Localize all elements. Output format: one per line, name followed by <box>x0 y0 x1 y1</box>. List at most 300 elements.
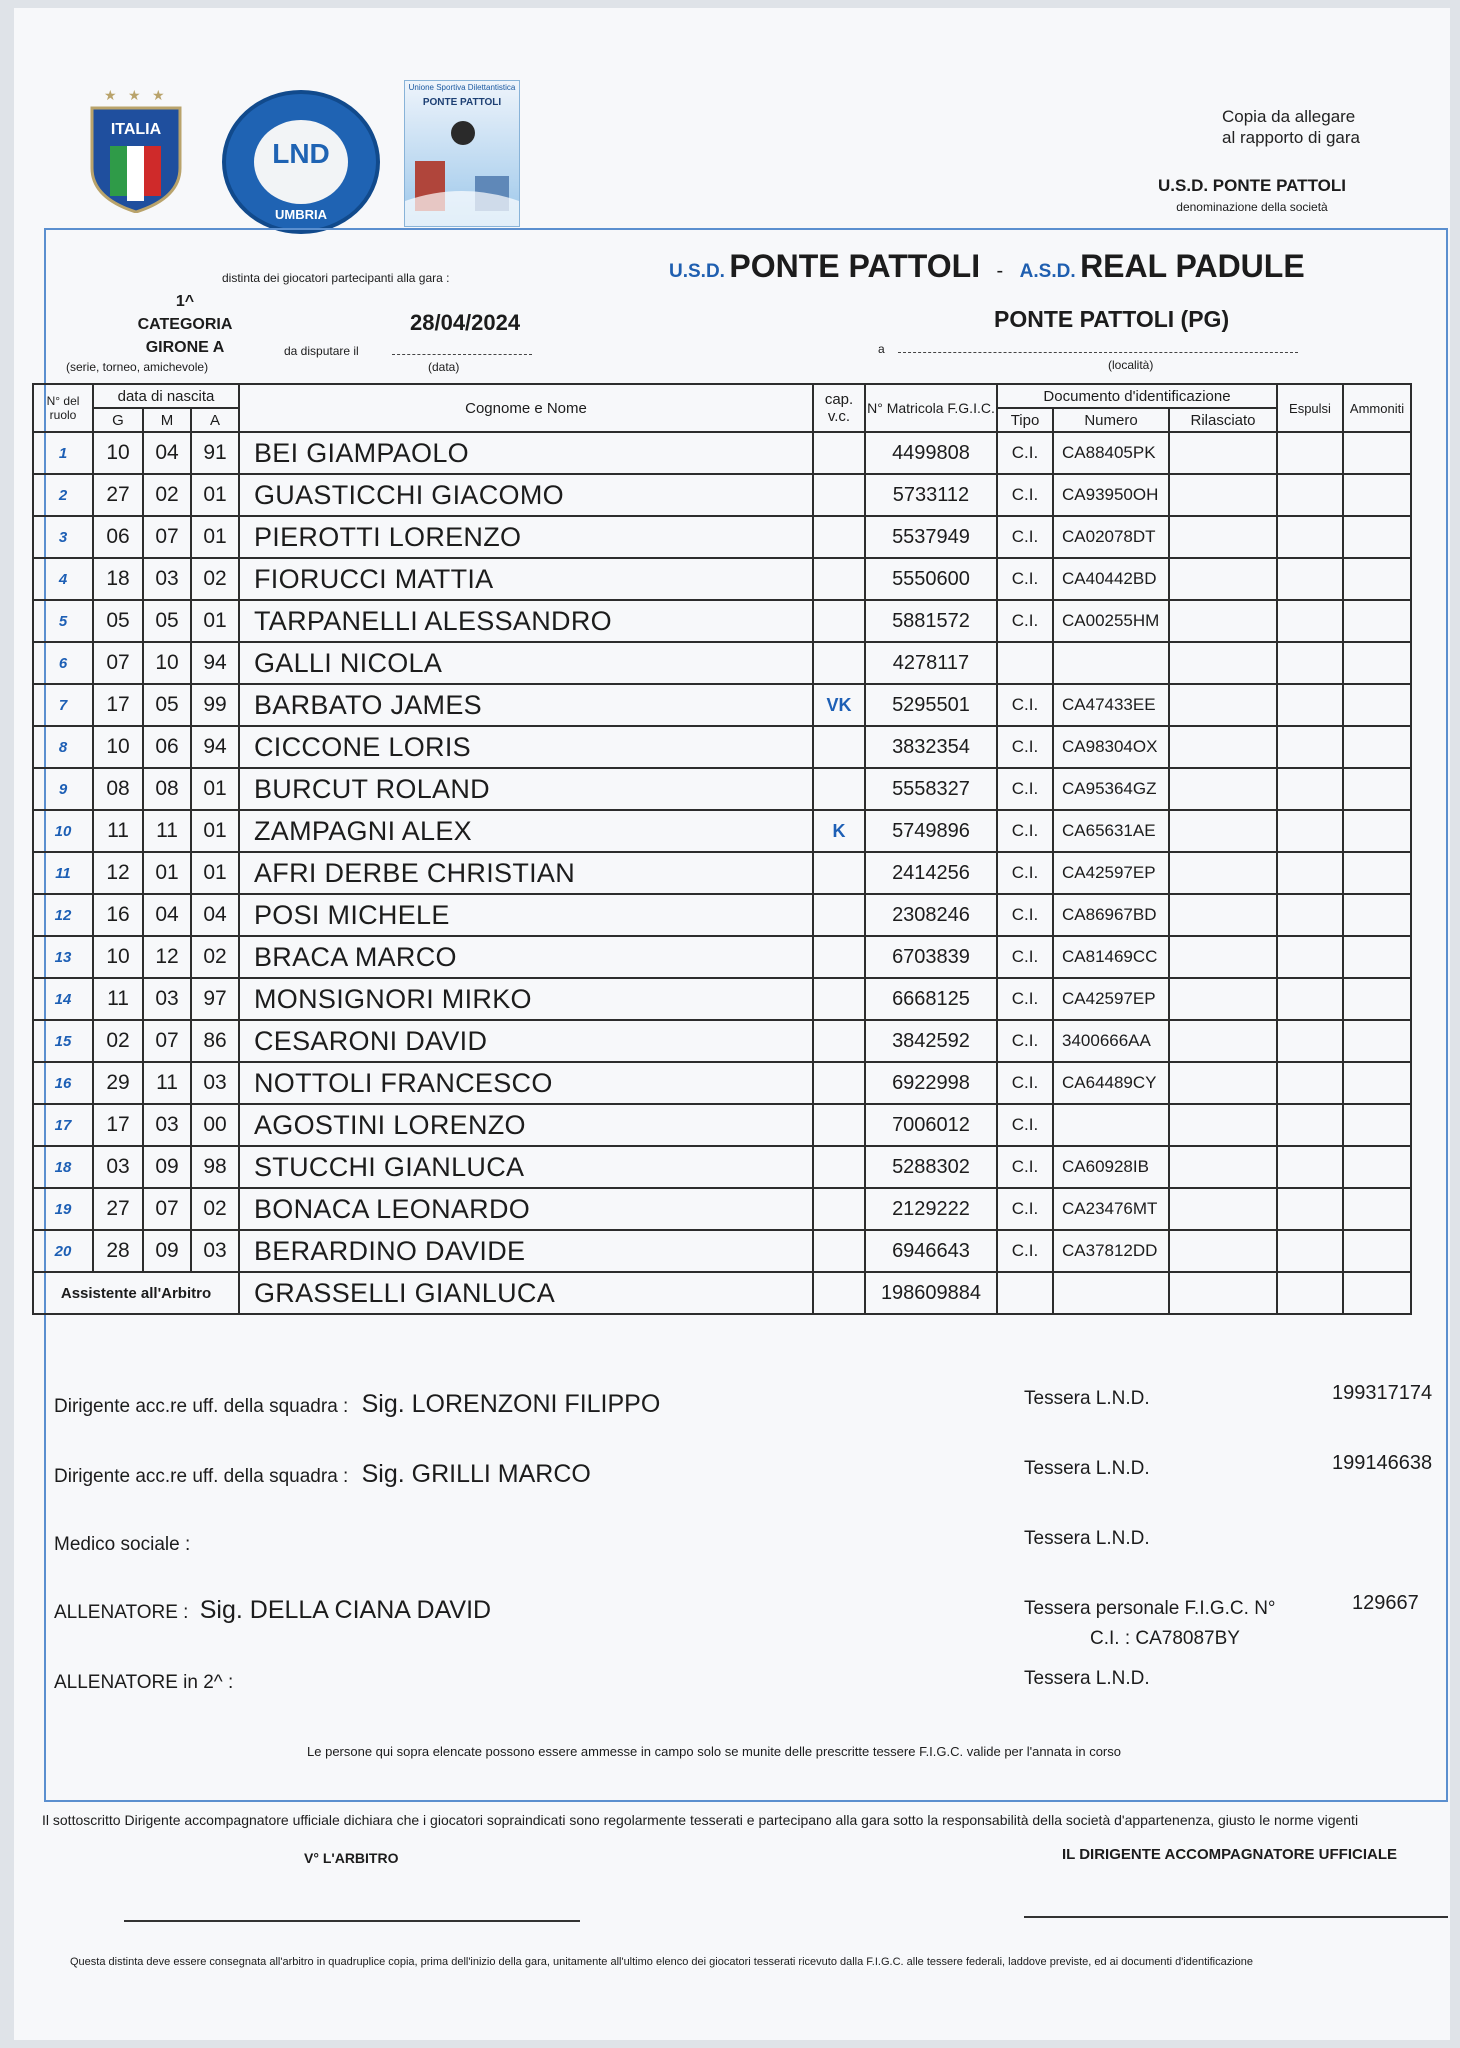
document-number: CA02078DT <box>1053 516 1169 558</box>
player-matricola: 2308246 <box>865 894 997 936</box>
birth-day: 16 <box>93 894 143 936</box>
player-row <box>33 1062 1411 1104</box>
rilasciato-cell <box>1169 432 1277 474</box>
player-matricola: 4278117 <box>865 642 997 684</box>
rilasciato-cell <box>1169 852 1277 894</box>
birth-month: 07 <box>143 1020 191 1062</box>
player-matricola: 4499808 <box>865 432 997 474</box>
category-label: (serie, torneo, amichevole) <box>66 360 209 374</box>
document-type: C.I. <box>997 558 1053 600</box>
birth-day: 28 <box>93 1230 143 1272</box>
rilasciato-cell <box>1169 768 1277 810</box>
birth-day: 27 <box>93 1188 143 1230</box>
player-name: BRACA MARCO <box>239 936 813 978</box>
col-a: A <box>191 408 239 432</box>
player-name: CESARONI DAVID <box>239 1020 813 1062</box>
ammoniti-cell <box>1343 684 1411 726</box>
rilasciato-cell <box>1169 600 1277 642</box>
ammoniti-cell <box>1343 978 1411 1020</box>
ammoniti-cell <box>1343 1230 1411 1272</box>
player-name: STUCCHI GIANLUCA <box>239 1146 813 1188</box>
player-name: GUASTICCHI GIACOMO <box>239 474 813 516</box>
player-matricola: 5558327 <box>865 768 997 810</box>
rilasciato-cell <box>1169 810 1277 852</box>
birth-year: 99 <box>191 684 239 726</box>
document-type: C.I. <box>997 978 1053 1020</box>
birth-month: 03 <box>143 558 191 600</box>
birth-month: 07 <box>143 1188 191 1230</box>
espulsi-cell <box>1277 852 1343 894</box>
player-row <box>33 642 1411 684</box>
ammoniti-cell <box>1343 1020 1411 1062</box>
birth-day: 03 <box>93 1146 143 1188</box>
allenatore: ALLENATORE : Sig. DELLA CIANA DAVID <box>54 1596 492 1624</box>
document-type <box>997 642 1053 684</box>
player-name: PIEROTTI LORENZO <box>239 516 813 558</box>
captain-mark <box>813 600 865 642</box>
espulsi-cell <box>1277 600 1343 642</box>
col-espulsi: Espulsi <box>1277 384 1343 432</box>
espulsi-cell <box>1277 1188 1343 1230</box>
player-row <box>33 1146 1411 1188</box>
ammoniti-cell <box>1343 936 1411 978</box>
club-logo: Unione Sportiva Dilettantistica PONTE PATTOLI <box>404 80 520 227</box>
player-row <box>33 558 1411 600</box>
copy-note: Copia da allegare al rapporto di gara <box>1222 107 1360 147</box>
espulsi-cell <box>1277 810 1343 852</box>
birth-year: 03 <box>191 1062 239 1104</box>
document-number: CA00255HM <box>1053 600 1169 642</box>
espulsi-cell <box>1277 1230 1343 1272</box>
document-type: C.I. <box>997 516 1053 558</box>
document-type: C.I. <box>997 1230 1053 1272</box>
dirigente-2-name: Sig. GRILLI MARCO <box>361 1460 591 1488</box>
espulsi-cell <box>1277 642 1343 684</box>
birth-year: 04 <box>191 894 239 936</box>
espulsi-cell <box>1277 474 1343 516</box>
assistant-matricola: 198609884 <box>865 1272 997 1314</box>
birth-year: 02 <box>191 936 239 978</box>
away-team: REAL PADULE <box>1080 248 1305 284</box>
document-number: CA93950OH <box>1053 474 1169 516</box>
document-type: C.I. <box>997 852 1053 894</box>
document-number <box>1053 1104 1169 1146</box>
arbitro-label: V° L'ARBITRO <box>304 1850 399 1866</box>
birth-month: 01 <box>143 852 191 894</box>
birth-year: 01 <box>191 474 239 516</box>
captain-mark <box>813 1104 865 1146</box>
svg-text:★: ★ <box>104 88 117 103</box>
match-title: U.S.D. PONTE PATTOLI - A.S.D. REAL PADULE <box>669 248 1305 284</box>
player-number: 20 <box>33 1230 93 1272</box>
birth-day: 10 <box>93 432 143 474</box>
birth-month: 03 <box>143 978 191 1020</box>
player-number: 5 <box>33 600 93 642</box>
espulsi-cell <box>1277 768 1343 810</box>
birth-month: 11 <box>143 810 191 852</box>
ammoniti-cell <box>1343 768 1411 810</box>
player-number: 18 <box>33 1146 93 1188</box>
document-number: CA65631AE <box>1053 810 1169 852</box>
player-matricola: 5881572 <box>865 600 997 642</box>
birth-month: 09 <box>143 1230 191 1272</box>
player-matricola: 6668125 <box>865 978 997 1020</box>
document-number: CA86967BD <box>1053 894 1169 936</box>
document-number: CA42597EP <box>1053 852 1169 894</box>
player-matricola: 5733112 <box>865 474 997 516</box>
birth-month: 05 <box>143 684 191 726</box>
col-nascita: data di nascita <box>93 384 239 408</box>
captain-mark <box>813 726 865 768</box>
birth-day: 12 <box>93 852 143 894</box>
rilasciato-cell <box>1169 1020 1277 1062</box>
document-page <box>14 8 1450 2040</box>
rilasciato-cell <box>1169 936 1277 978</box>
dirigente-signature-label: IL DIRIGENTE ACCOMPAGNATORE UFFICIALE <box>1062 1846 1398 1863</box>
document-number: CA81469CC <box>1053 936 1169 978</box>
ammoniti-cell <box>1343 1188 1411 1230</box>
player-matricola: 6703839 <box>865 936 997 978</box>
player-name: ZAMPAGNI ALEX <box>239 810 813 852</box>
col-ruolo: N° del ruolo <box>33 384 93 432</box>
home-team: PONTE PATTOLI <box>729 248 981 284</box>
lnd-logo: LND UMBRIA <box>222 90 380 234</box>
col-numero: Numero <box>1053 408 1169 432</box>
player-number: 15 <box>33 1020 93 1062</box>
birth-year: 03 <box>191 1230 239 1272</box>
allenatore-ci: C.I. : CA78087BY <box>1090 1628 1240 1649</box>
player-row <box>33 978 1411 1020</box>
document-number: CA95364GZ <box>1053 768 1169 810</box>
birth-year: 01 <box>191 810 239 852</box>
document-number: CA37812DD <box>1053 1230 1169 1272</box>
espulsi-cell <box>1277 432 1343 474</box>
player-number: 8 <box>33 726 93 768</box>
espulsi-cell <box>1277 684 1343 726</box>
birth-month: 12 <box>143 936 191 978</box>
player-number: 2 <box>33 474 93 516</box>
document-type: C.I. <box>997 684 1053 726</box>
col-matricola: N° Matricola F.G.I.C. <box>865 384 997 432</box>
birth-year: 86 <box>191 1020 239 1062</box>
document-number: CA60928IB <box>1053 1146 1169 1188</box>
document-number: CA23476MT <box>1053 1188 1169 1230</box>
player-row <box>33 600 1411 642</box>
captain-mark <box>813 1230 865 1272</box>
player-number: 19 <box>33 1188 93 1230</box>
document-type: C.I. <box>997 894 1053 936</box>
player-number: 3 <box>33 516 93 558</box>
player-name: BEI GIAMPAOLO <box>239 432 813 474</box>
dirigente-2-tessera: 199146638 <box>1332 1452 1433 1474</box>
captain-mark <box>813 852 865 894</box>
svg-text:★: ★ <box>128 88 141 103</box>
birth-day: 06 <box>93 516 143 558</box>
espulsi-cell <box>1277 936 1343 978</box>
document-type: C.I. <box>997 1062 1053 1104</box>
col-rilasciato: Rilasciato <box>1169 408 1277 432</box>
ammoniti-cell <box>1343 1062 1411 1104</box>
rilasciato-cell <box>1169 1188 1277 1230</box>
document-type: C.I. <box>997 810 1053 852</box>
birth-day: 29 <box>93 1062 143 1104</box>
captain-mark <box>813 516 865 558</box>
italia-logo <box>84 88 188 213</box>
rilasciato-cell <box>1169 474 1277 516</box>
ammoniti-cell <box>1343 894 1411 936</box>
dirigente-1-tessera-label: Tessera L.N.D. <box>1024 1388 1150 1409</box>
player-row <box>33 1188 1411 1230</box>
dirigente-signature-line <box>1024 1916 1448 1918</box>
birth-year: 01 <box>191 768 239 810</box>
birth-year: 00 <box>191 1104 239 1146</box>
espulsi-cell <box>1277 1062 1343 1104</box>
ammoniti-cell <box>1343 1146 1411 1188</box>
birth-day: 10 <box>93 936 143 978</box>
rilasciato-cell <box>1169 558 1277 600</box>
player-name: NOTTOLI FRANCESCO <box>239 1062 813 1104</box>
rilasciato-cell <box>1169 684 1277 726</box>
rilasciato-cell <box>1169 1104 1277 1146</box>
document-number: CA47433EE <box>1053 684 1169 726</box>
birth-day: 07 <box>93 642 143 684</box>
birth-month: 05 <box>143 600 191 642</box>
espulsi-cell <box>1277 516 1343 558</box>
birth-year: 01 <box>191 852 239 894</box>
declaration: Il sottoscritto Dirigente accompagnatore ufficiale dichiara che i giocatori sopraindicati sono regolarmente tesserati e partecipano alla gara sotto la responsabilità della società d'appartenenza, giusto le norme vigenti <box>42 1812 1359 1828</box>
match-place: PONTE PATTOLI (PG) <box>994 306 1230 332</box>
birth-day: 05 <box>93 600 143 642</box>
assistant-row <box>33 1272 1411 1314</box>
assistant-name: GRASSELLI GIANLUCA <box>239 1272 813 1314</box>
captain-mark <box>813 1146 865 1188</box>
player-matricola: 3842592 <box>865 1020 997 1062</box>
player-matricola: 5295501 <box>865 684 997 726</box>
col-g: G <box>93 408 143 432</box>
birth-month: 10 <box>143 642 191 684</box>
document-number: CA42597EP <box>1053 978 1169 1020</box>
player-number: 13 <box>33 936 93 978</box>
col-tipo: Tipo <box>997 408 1053 432</box>
player-number: 10 <box>33 810 93 852</box>
player-matricola: 6922998 <box>865 1062 997 1104</box>
player-row <box>33 1230 1411 1272</box>
espulsi-cell <box>1277 1146 1343 1188</box>
birth-day: 11 <box>93 810 143 852</box>
rilasciato-cell <box>1169 894 1277 936</box>
player-row <box>33 768 1411 810</box>
document-type: C.I. <box>997 1146 1053 1188</box>
espulsi-cell <box>1277 894 1343 936</box>
birth-day: 17 <box>93 684 143 726</box>
birth-day: 02 <box>93 1020 143 1062</box>
player-matricola: 7006012 <box>865 1104 997 1146</box>
player-number: 17 <box>33 1104 93 1146</box>
allenatore-tessera: 129667 <box>1352 1592 1419 1614</box>
player-row <box>33 1020 1411 1062</box>
date-label: da disputare il <box>284 344 359 358</box>
player-row <box>33 936 1411 978</box>
espulsi-cell <box>1277 978 1343 1020</box>
medico-label: Medico sociale : <box>54 1534 191 1555</box>
player-name: GALLI NICOLA <box>239 642 813 684</box>
captain-mark <box>813 894 865 936</box>
birth-month: 08 <box>143 768 191 810</box>
assistant-label: Assistente all'Arbitro <box>33 1272 239 1314</box>
player-name: TARPANELLI ALESSANDRO <box>239 600 813 642</box>
player-number: 11 <box>33 852 93 894</box>
document-number: CA64489CY <box>1053 1062 1169 1104</box>
document-number: 3400666AA <box>1053 1020 1169 1062</box>
birth-month: 04 <box>143 894 191 936</box>
player-matricola: 5550600 <box>865 558 997 600</box>
document-type: C.I. <box>997 432 1053 474</box>
ammoniti-cell <box>1343 600 1411 642</box>
birth-year: 01 <box>191 600 239 642</box>
player-name: BURCUT ROLAND <box>239 768 813 810</box>
player-name: BERARDINO DAVIDE <box>239 1230 813 1272</box>
col-ammoniti: Ammoniti <box>1343 384 1411 432</box>
captain-mark <box>813 474 865 516</box>
birth-day: 18 <box>93 558 143 600</box>
birth-month: 04 <box>143 432 191 474</box>
player-number: 7 <box>33 684 93 726</box>
player-number: 4 <box>33 558 93 600</box>
document-type: C.I. <box>997 1020 1053 1062</box>
captain-mark <box>813 1062 865 1104</box>
rilasciato-cell <box>1169 726 1277 768</box>
captain-mark <box>813 768 865 810</box>
captain-mark <box>813 936 865 978</box>
player-name: AFRI DERBE CHRISTIAN <box>239 852 813 894</box>
match-date: 28/04/2024 <box>410 310 521 335</box>
ammoniti-cell <box>1343 558 1411 600</box>
bottom-note: Questa distinta deve essere consegnata all'arbitro in quadruplice copia, prima dell'inizio della gara, unitamente all'ultimo elenco dei giocatori tesserati ricevuto dalla F.I.G.C. alle tessere federali, laddove previste, ed ai documenti d'identificazione <box>70 1956 1253 1968</box>
document-number <box>1053 642 1169 684</box>
allenatore-2-tessera-label: Tessera L.N.D. <box>1024 1668 1150 1689</box>
document-number: CA40442BD <box>1053 558 1169 600</box>
ammoniti-cell <box>1343 432 1411 474</box>
player-number: 16 <box>33 1062 93 1104</box>
document-type: C.I. <box>997 1188 1053 1230</box>
player-row <box>33 810 1411 852</box>
distinta-label: distinta dei giocatori partecipanti alla gara : <box>222 271 450 285</box>
dirigente-2: Dirigente acc.re uff. della squadra : Sig. GRILLI MARCO <box>54 1460 591 1488</box>
captain-mark <box>813 558 865 600</box>
date-caption: (data) <box>428 360 460 374</box>
player-number: 1 <box>33 432 93 474</box>
player-matricola: 6946643 <box>865 1230 997 1272</box>
birth-month: 07 <box>143 516 191 558</box>
player-row <box>33 474 1411 516</box>
player-name: MONSIGNORI MIRKO <box>239 978 813 1020</box>
captain-mark: VK <box>813 684 865 726</box>
col-documento: Documento d'identificazione <box>997 384 1277 408</box>
ammoniti-cell <box>1343 1104 1411 1146</box>
birth-year: 91 <box>191 432 239 474</box>
player-name: FIORUCCI MATTIA <box>239 558 813 600</box>
player-matricola: 2414256 <box>865 852 997 894</box>
col-m: M <box>143 408 191 432</box>
espulsi-cell <box>1277 1104 1343 1146</box>
espulsi-cell <box>1277 1020 1343 1062</box>
document-number: CA98304OX <box>1053 726 1169 768</box>
birth-day: 10 <box>93 726 143 768</box>
category: 1^ CATEGORIA GIRONE A <box>137 293 233 356</box>
birth-year: 94 <box>191 642 239 684</box>
birth-year: 94 <box>191 726 239 768</box>
birth-year: 98 <box>191 1146 239 1188</box>
ammoniti-cell <box>1343 852 1411 894</box>
player-row <box>33 1104 1411 1146</box>
col-nome: Cognome e Nome <box>239 384 813 432</box>
player-row <box>33 852 1411 894</box>
document-type: C.I. <box>997 726 1053 768</box>
document-number: CA88405PK <box>1053 432 1169 474</box>
player-row <box>33 684 1411 726</box>
player-row <box>33 432 1411 474</box>
allenatore-tessera-label: Tessera personale F.I.G.C. N° <box>1024 1598 1276 1619</box>
captain-mark <box>813 1020 865 1062</box>
birth-day: 11 <box>93 978 143 1020</box>
rilasciato-cell <box>1169 1230 1277 1272</box>
club-header: U.S.D. PONTE PATTOLI denominazione della società <box>1158 176 1346 214</box>
birth-month: 11 <box>143 1062 191 1104</box>
ammoniti-cell <box>1343 726 1411 768</box>
captain-mark <box>813 978 865 1020</box>
captain-mark: K <box>813 810 865 852</box>
document-type: C.I. <box>997 936 1053 978</box>
rilasciato-cell <box>1169 1146 1277 1188</box>
player-number: 12 <box>33 894 93 936</box>
document-type: C.I. <box>997 768 1053 810</box>
espulsi-cell <box>1277 726 1343 768</box>
captain-mark <box>813 432 865 474</box>
place-prefix: a <box>878 342 885 356</box>
birth-month: 09 <box>143 1146 191 1188</box>
col-cap: cap. v.c. <box>813 384 865 432</box>
player-matricola: 5537949 <box>865 516 997 558</box>
document-type: C.I. <box>997 474 1053 516</box>
player-matricola: 5749896 <box>865 810 997 852</box>
captain-mark <box>813 642 865 684</box>
staff-note: Le persone qui sopra elencate possono essere ammesse in campo solo se munite delle prescritte tessere F.I.G.C. valide per l'annata in corso <box>307 1744 1121 1759</box>
arbitro-signature-line <box>124 1920 580 1922</box>
player-row <box>33 726 1411 768</box>
birth-month: 03 <box>143 1104 191 1146</box>
svg-text:ITALIA: ITALIA <box>110 121 162 138</box>
birth-month: 02 <box>143 474 191 516</box>
birth-year: 97 <box>191 978 239 1020</box>
player-matricola: 3832354 <box>865 726 997 768</box>
player-name: CICCONE LORIS <box>239 726 813 768</box>
ammoniti-cell <box>1343 516 1411 558</box>
allenatore-name: Sig. DELLA CIANA DAVID <box>199 1596 492 1624</box>
roster-table <box>32 383 1412 1315</box>
document-type: C.I. <box>997 1104 1053 1146</box>
captain-mark <box>813 1188 865 1230</box>
rilasciato-cell <box>1169 978 1277 1020</box>
medico-tessera-label: Tessera L.N.D. <box>1024 1528 1150 1549</box>
espulsi-cell <box>1277 558 1343 600</box>
dirigente-2-tessera-label: Tessera L.N.D. <box>1024 1458 1150 1479</box>
player-name: BONACA LEONARDO <box>239 1188 813 1230</box>
player-matricola: 5288302 <box>865 1146 997 1188</box>
birth-year: 02 <box>191 1188 239 1230</box>
svg-text:★: ★ <box>152 88 165 103</box>
player-number: 14 <box>33 978 93 1020</box>
dirigente-1: Dirigente acc.re uff. della squadra : Sig. LORENZONI FILIPPO <box>54 1390 661 1418</box>
